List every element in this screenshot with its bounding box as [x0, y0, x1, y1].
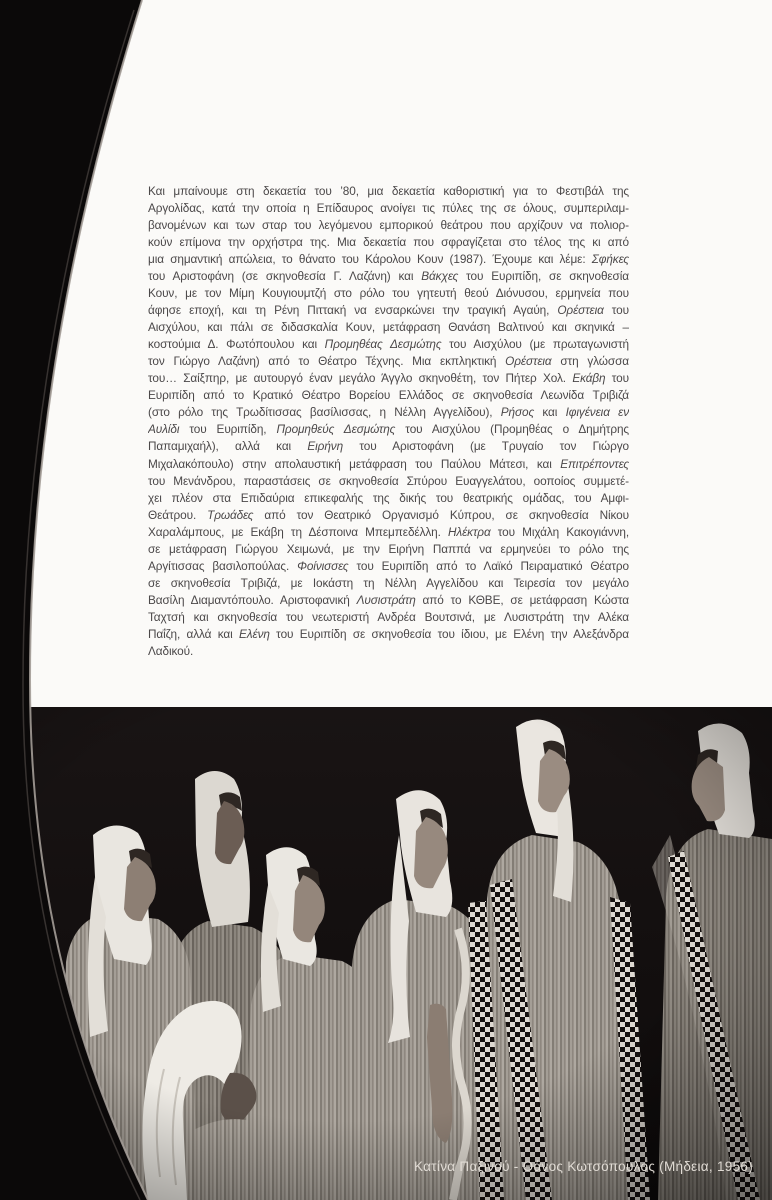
text-line: του Μενάνδρου, παραστάσεις σε σκηνοθεσία Σπύρου Ευαγγελάτου, οοποίος συμμετέ-	[148, 473, 629, 488]
text-line: χει πλέον στα Επιδαύρια επικεφαλής της δικής του θεατρικής ομάδας, του Αμφι-	[148, 490, 629, 505]
text-line: Λαδικού.	[148, 643, 194, 658]
text-line: άφησε εποχή, και τη Ρένη Πιττακή να ενσαρκώνει την τραγική Αγαύη, Ορέστεια του	[148, 303, 629, 318]
text-line: Παΐζη, αλλά και Ελένη του Ευριπίδη σε σκηνοθεσία του ίδιου, με Ελένη την Αλεξάνδρα	[148, 626, 629, 641]
text-line: του Αριστοφάνη (σε σκηνοθεσία Γ. Λαζάνη) και Βάκχες του Ευριπίδη, σε σκηνοθεσία	[148, 269, 629, 284]
text-line: Παπαμιχαήλ), αλλά και Ειρήνη του Αριστοφάνη (με Τρυγαίο τον Γιώργο	[148, 439, 629, 454]
text-line: Χαραλάμπους, με Εκάβη τη Δέσποινα Μπεμπεδέλλη. Ηλέκτρα του Μιχάλη Κακογιάννη,	[148, 524, 629, 539]
text-line: Αυλίδι του Ευριπίδη, Προμηθεύς Δεσμώτης του Αισχύλου (Προμηθέας ο Δημήτρης	[148, 422, 629, 437]
text-line: Ταχτσή και σκηνοθεσία του νεωτεριστή Ανδρέα Βουτσινά, με Λυσιστράτη την Αλέκα	[148, 609, 629, 624]
text-line: μια σημαντική απώλεια, το θάνατο του Κάρολου Κουν (1987). Έχουμε και λέμε: Σφήκες	[148, 252, 629, 267]
text-line: σε σκηνοθεσία Τριβιζά, με Ιοκάστη τη Νέλλη Αγγελίδου και Τειρεσία τον μεγάλο	[148, 575, 629, 590]
text-line: του… Σαίξπηρ, με αυτουργό έναν μεγάλο Άγγλο σκηνοθέτη, τον Πήτερ Χολ. Εκάβη του	[148, 371, 629, 386]
text-line: Αργολίδας, κατά την οποία η Επίδαυρος ανοίγει τις πύλες της σε όλους, συμπεριλαμ-	[148, 201, 629, 216]
stage-photo	[0, 707, 772, 1200]
text-line: Αισχύλου, και πάλι σε διδασκαλία Κουν, μετάφραση Θανάση Βαλτινού και σκηνικά –	[148, 320, 629, 335]
text-line: κούν επίμονα την ορχήστρα της. Μια δεκαετία που σφραγίζεται στο τέλος της κι από	[148, 235, 629, 250]
stage-photo-illustration	[0, 707, 772, 1200]
photo-caption: Κατίνα Παξινού - Θάνος Κωτσόπουλος (Μήδεια, 1956)	[414, 1159, 753, 1174]
text-line: Αργίτισσας βασιλοπούλας. Φοίνισσες του Ευριπίδη από το Λαϊκό Πειραματικό Θέατρο	[148, 558, 629, 573]
text-line: (στο ρόλο της Τρωδίτισσας βασίλισσας, η Νέλλη Αγγελίδου), Ρήσος και Ιφιγένεια εν	[148, 405, 629, 420]
text-line: Και μπαίνουμε στη δεκαετία του ’80, μια δεκαετία καθοριστική για το Φεστιβάλ της	[148, 184, 629, 198]
text-line: βανομένων και των σταρ του λεγόμενου εμπορικού θεάτρου που αρχίζουν να πολιορ-	[148, 218, 629, 233]
text-line: Θεάτρου. Τρωάδες από τον Θεατρικό Οργανισμό Κύπρου, σε σκηνοθεσία Νίκου	[148, 507, 629, 522]
text-line: Κουν, με τον Μίμη Κουγιουμτζή στο ρόλο του γητευτή θεού Διόνυσου, ερμηνεία που	[148, 286, 629, 301]
text-line: κοστούμια Δ. Φωτόπουλου και Προμηθέας Δεσμώτης του Αισχύλου (με πρωταγωνιστή	[148, 337, 629, 352]
text-line: Βασίλη Διαμαντόπουλο. Αριστοφανική Λυσιστράτη από το ΚΘΒΕ, σε μετάφραση Κώστα	[148, 592, 629, 607]
text-line: σε μετάφραση Γιώργου Χειμωνά, με την Ειρήνη Παππά να ερμηνεύει το ρόλο της	[148, 541, 629, 556]
text-line: Ευριπίδη από το Κρατικό Θέατρο Βορείου Ελλάδος σε σκηνοθεσία Λεωνίδα Τριβιζά	[148, 388, 629, 403]
text-line: τον Γιώργο Λαζάνη) από το Θέατρο Τέχνης. Μια εκπληκτική Ορέστεια στη γλώσσα	[148, 354, 629, 369]
body-text	[148, 183, 629, 660]
photo-vignette	[0, 707, 772, 1200]
text-line: Μιχαλακόπουλο) στην απολαυστική μετάφραση του Παύλου Μάτεσι, και Επιτρέποντες	[148, 456, 629, 471]
